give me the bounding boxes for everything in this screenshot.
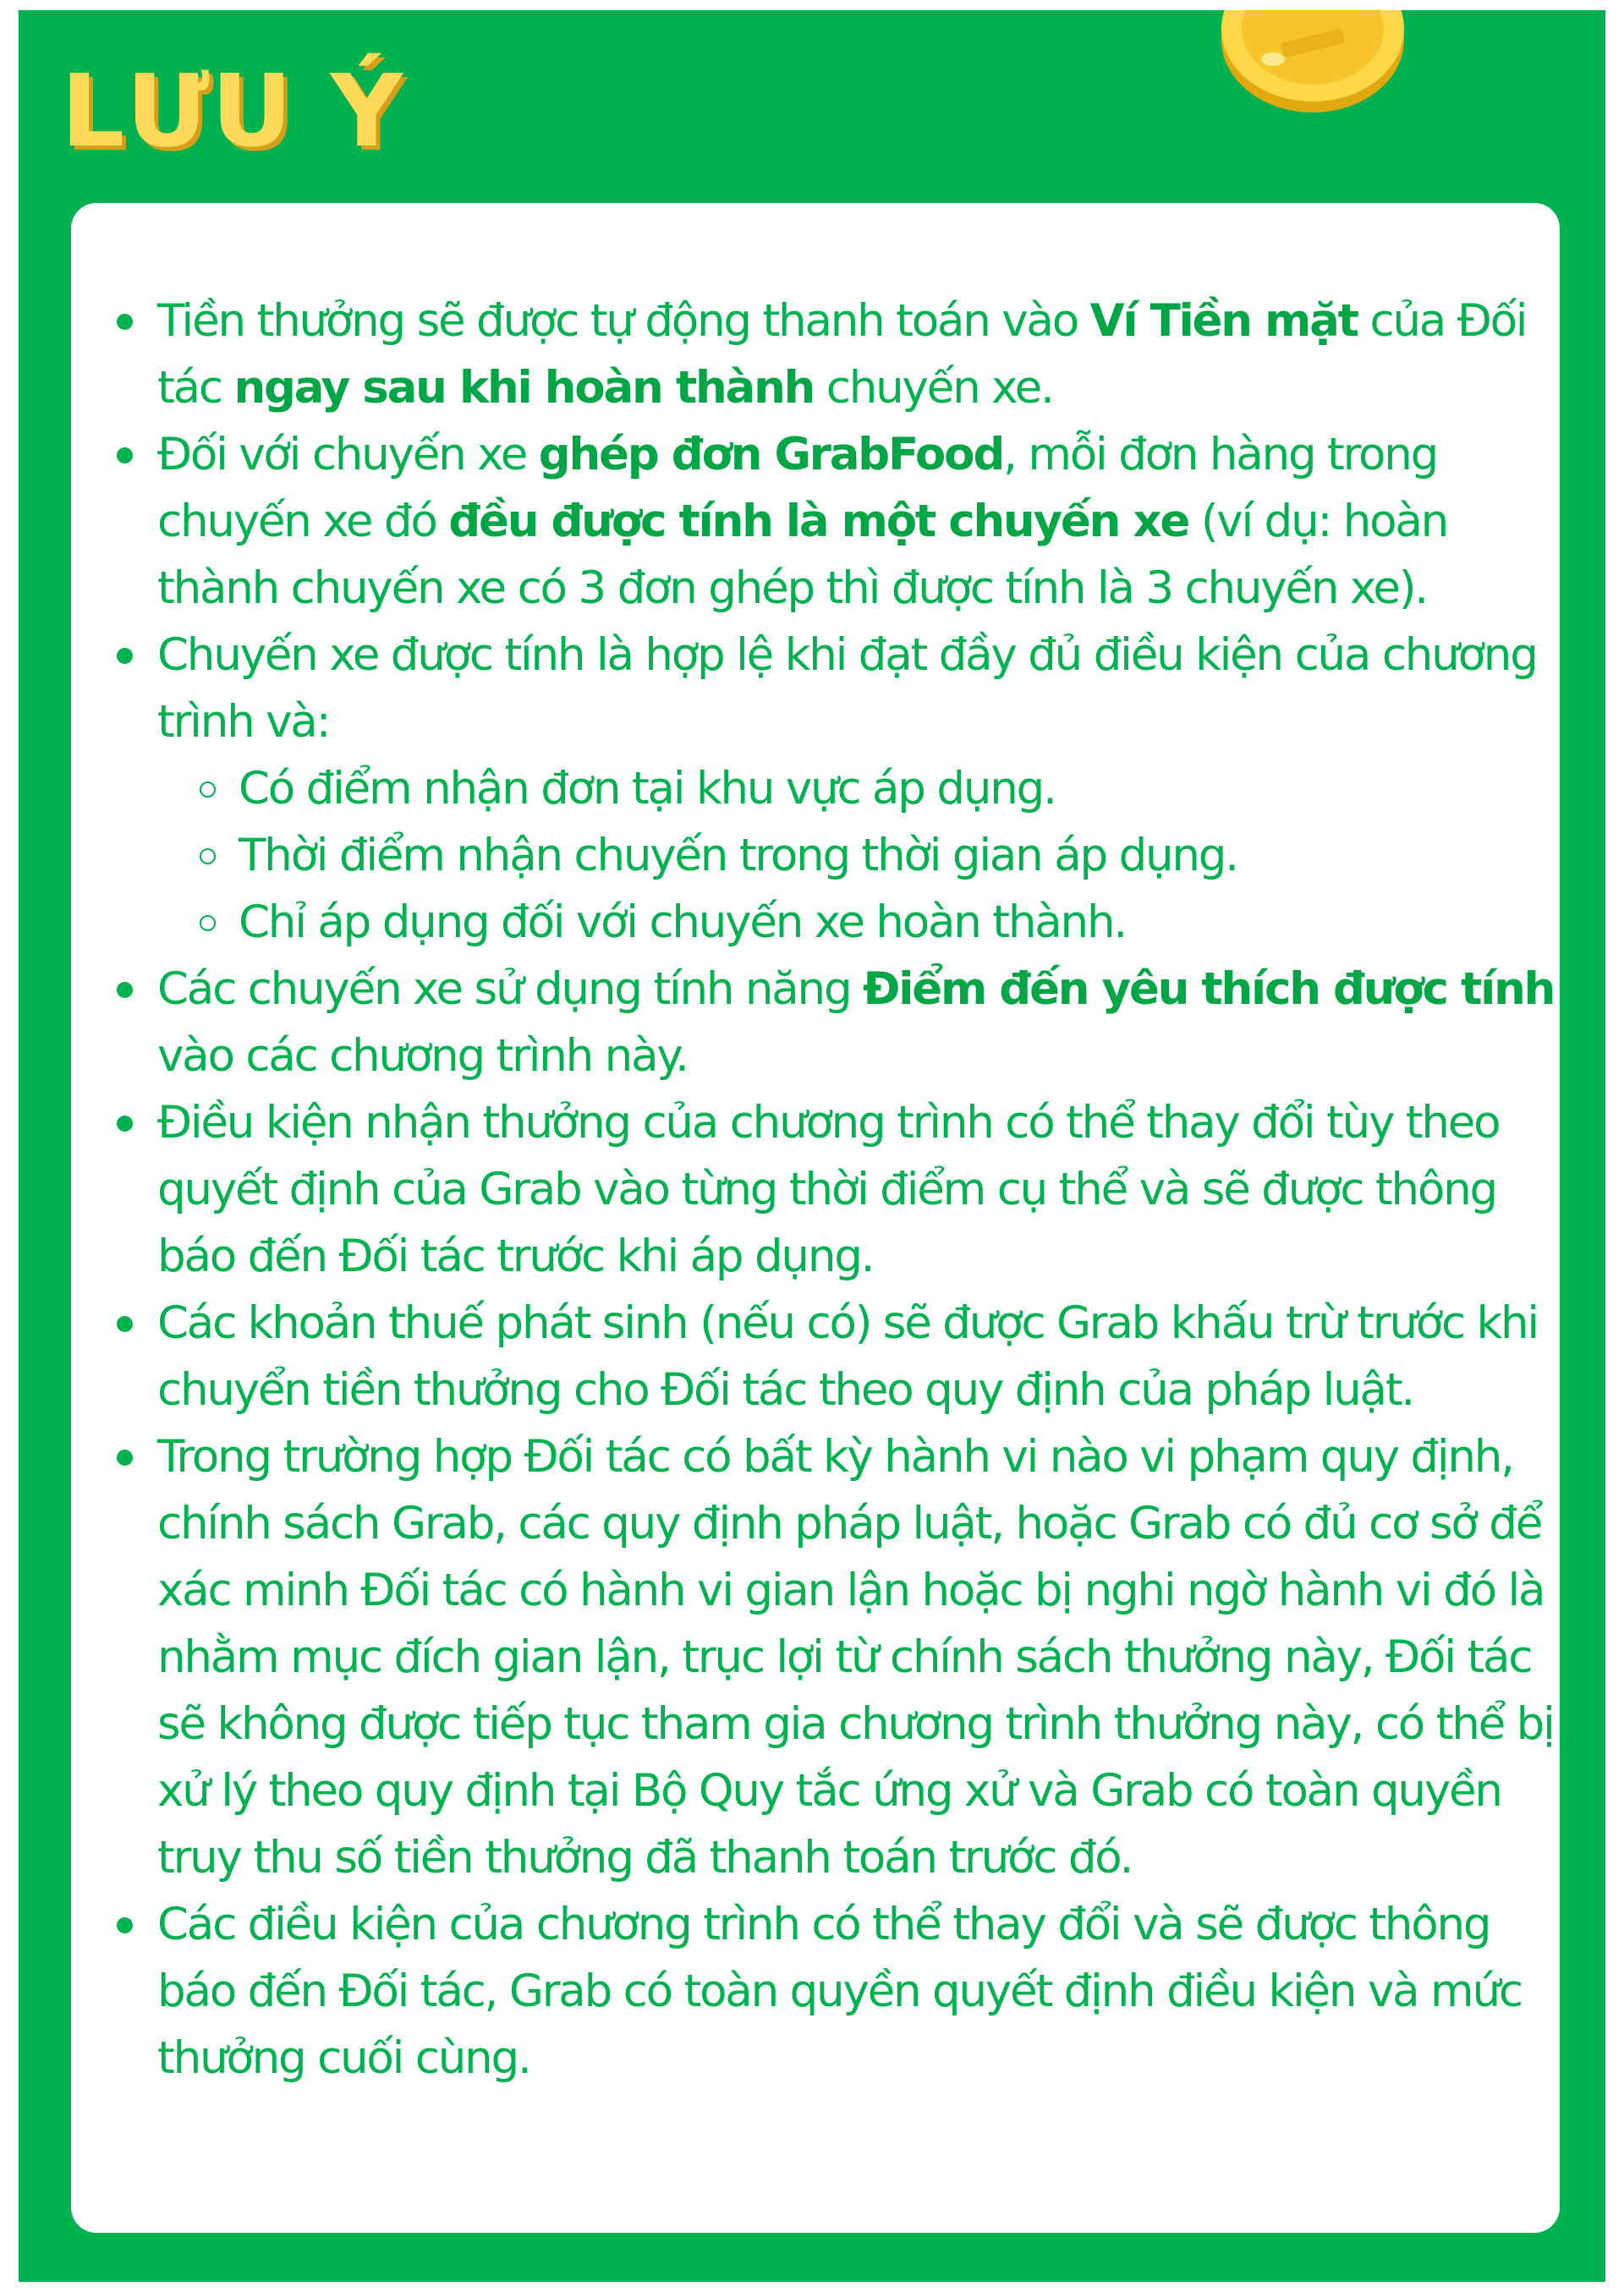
sub-list-item: Thời điểm nhận chuyến trong thời gian áp dụng.	[239, 822, 1566, 889]
sub-list	[157, 755, 1561, 956]
list-item: Các chuyến xe sử dụng tính năng Điểm đến yêu thích được tính vào các chương trình này.	[157, 956, 1561, 1089]
list-item: Tiền thưởng sẽ được tự động thanh toán vào Ví Tiền mặt của Đối tác ngay sau khi hoàn thành chuyến xe.	[157, 288, 1561, 421]
gold-coin-icon	[1215, 10, 1410, 120]
list-item: Chuyến xe được tính là hợp lệ khi đạt đầy đủ điều kiện của chương trình và: Có điểm nhận đơn tại khu vực áp dụng. Thời điểm nhận chuyến trong thời gian áp dụng. Chỉ áp dụng đối với chuyến xe hoàn thành.	[157, 622, 1561, 956]
list-item: Đối với chuyến xe ghép đơn GrabFood, mỗi đơn hàng trong chuyến xe đó đều được tính là một chuyến xe (ví dụ: hoàn thành chuyến xe có 3 đơn ghép thì được tính là 3 chuyến xe).	[157, 421, 1561, 622]
page-title: LƯU Ý	[61, 52, 405, 169]
list-item: Trong trường hợp Đối tác có bất kỳ hành vi nào vi phạm quy định, chính sách Grab, các quy định pháp luật, hoặc Grab có đủ cơ sở để xác minh Đối tác có hành vi gian lận hoặc bị nghi ngờ hành vi đó là nhằm mục đích gian lận, trục lợi từ chính sách thưởng này, Đối tác sẽ không được tiếp tục tham gia chương trình thưởng này, có thể bị xử lý theo quy định tại Bộ Quy tắc ứng xử và Grab có toàn quyền truy thu số tiền thưởng đã thanh toán trước đó.	[157, 1423, 1561, 1891]
sub-list-item: Chỉ áp dụng đối với chuyến xe hoàn thành.	[239, 889, 1566, 956]
notice-panel	[19, 10, 1605, 2282]
list-item: Các khoản thuế phát sinh (nếu có) sẽ được Grab khấu trừ trước khi chuyển tiền thưởng cho Đối tác theo quy định của pháp luật.	[157, 1290, 1561, 1423]
list-item: Các điều kiện của chương trình có thể thay đổi và sẽ được thông báo đến Đối tác, Grab có toàn quyền quyết định điều kiện và mức thưởng cuối cùng.	[157, 1891, 1561, 2092]
notes-card	[71, 203, 1560, 2233]
list-item: Điều kiện nhận thưởng của chương trình có thể thay đổi tùy theo quyết định của Grab vào từng thời điểm cụ thể và sẽ được thông báo đến Đối tác trước khi áp dụng.	[157, 1089, 1561, 1290]
sub-list-item: Có điểm nhận đơn tại khu vực áp dụng.	[239, 755, 1566, 822]
notes-list	[71, 288, 1560, 2092]
